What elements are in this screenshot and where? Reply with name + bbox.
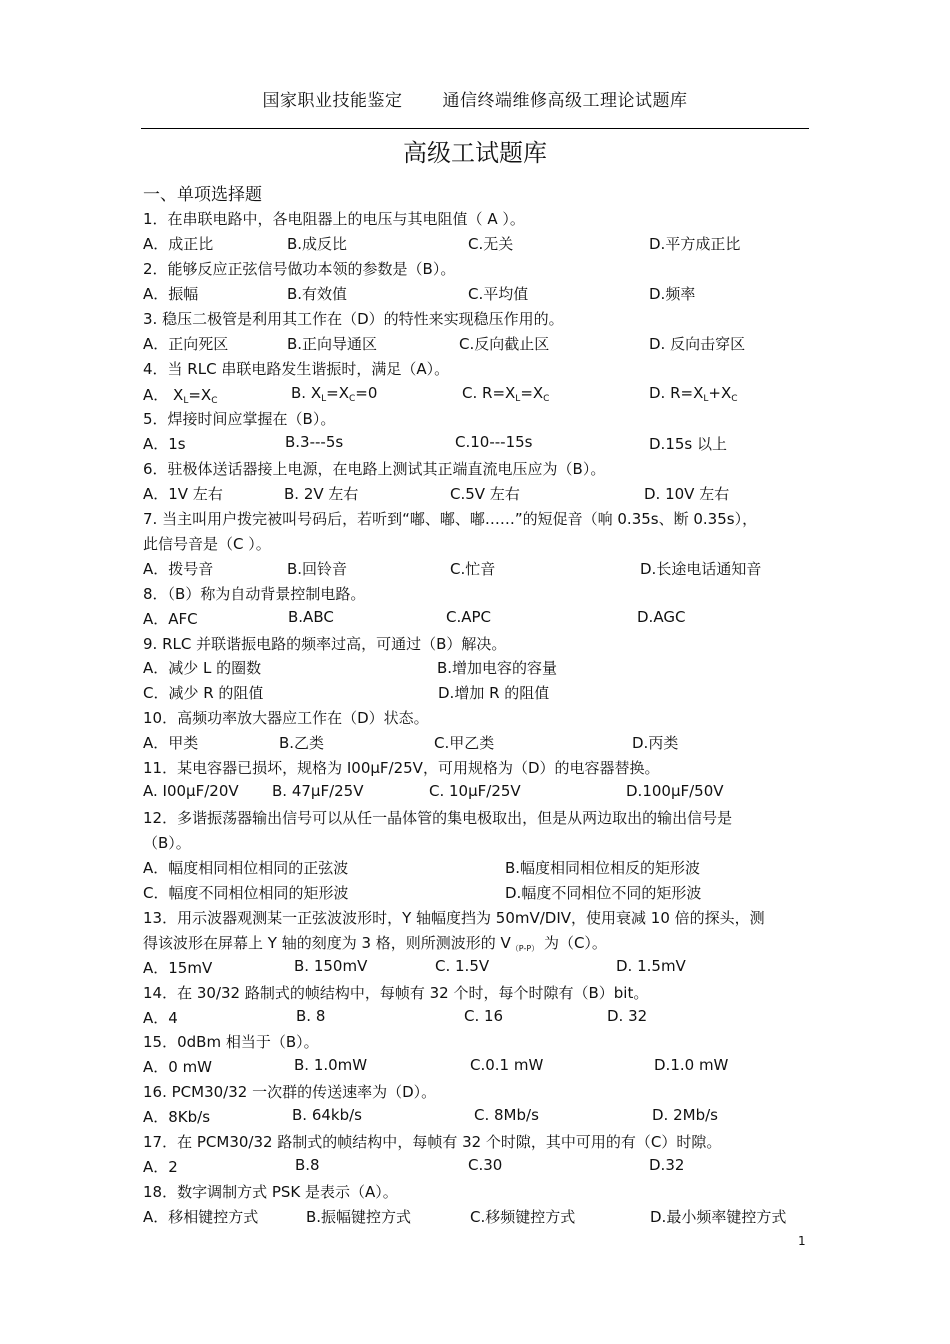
option-16c: C. 8Mb/s <box>474 1106 539 1124</box>
option-9c: C．减少 R 的阻值 <box>143 684 264 702</box>
option-5a: A．1s <box>143 435 186 453</box>
option-17b: B.8 <box>295 1156 320 1174</box>
option-12c: C．幅度不同相位相同的矩形波 <box>143 884 349 902</box>
option-16a: A．8Kb/s <box>143 1108 211 1126</box>
question-11: 11．某电容器已损坏，规格为 I00μF/25V，可用规格为（D）的电容器替换。 <box>143 759 660 777</box>
option-7c: C.忙音 <box>450 560 496 578</box>
option-14c: C. 16 <box>464 1007 504 1025</box>
option-2d: D.频率 <box>649 285 696 303</box>
question-10: 10．高频功率放大器应工作在（D）状态。 <box>143 709 429 727</box>
option-9d: D.增加 R 的阻值 <box>438 684 550 702</box>
section-heading: 一、单项选择题 <box>143 185 262 205</box>
option-4b: B. $X_L=X_C=0$ <box>291 384 378 404</box>
option-8c: C.APC <box>446 608 492 626</box>
option-1c: C.无关 <box>468 235 514 253</box>
question-2: 2．能够反应正弦信号做功本领的参数是（B）。 <box>143 260 456 278</box>
question-18: 18．数字调制方式 PSK 是表示（A）。 <box>143 1183 398 1201</box>
page-header <box>0 86 950 111</box>
option-2c: C.平均值 <box>468 285 529 303</box>
option-16d: D. 2Mb/s <box>652 1106 718 1124</box>
header-left: 国家职业技能鉴定 <box>262 91 403 111</box>
option-13c: C. 1.5V <box>435 957 490 975</box>
page-title: 高级工试题库 <box>403 139 547 167</box>
option-5d: D.15s 以上 <box>649 435 727 453</box>
option-11d: D.100μF/50V <box>626 782 724 800</box>
header-right: 通信终端维修高级工理论试题库 <box>442 91 688 111</box>
question-12: 12．多谐振荡器输出信号可以从任一晶体管的集电极取出，但是从两边取出的输出信号是 <box>143 809 733 827</box>
option-14d: D. 32 <box>607 1007 648 1025</box>
option-8d: D.AGC <box>637 608 686 626</box>
option-12d: D.幅度不同相位不同的矩形波 <box>505 884 702 902</box>
question-8: 8．（B）称为自动背景控制电路。 <box>143 585 366 603</box>
option-16b: B. 64kb/s <box>292 1106 362 1124</box>
option-1d: D.平方成正比 <box>649 235 741 253</box>
option-14a: A．4 <box>143 1009 178 1027</box>
option-15c: C.0.1 mW <box>470 1056 544 1074</box>
option-12a: A．幅度相同相位相同的正弦波 <box>143 859 349 877</box>
option-17a: A．2 <box>143 1158 178 1176</box>
option-18a: A．移相键控方式 <box>143 1208 259 1226</box>
option-8a: A．AFC <box>143 610 198 628</box>
option-9b: B.增加电容的容量 <box>437 659 558 677</box>
question-1: 1．在串联电路中，各电阻器上的电压与其电阻值（ A ）。 <box>143 210 525 228</box>
option-6a: A．1V 左右 <box>143 485 223 503</box>
option-5b: B.3---5s <box>285 433 344 451</box>
option-10d: D.丙类 <box>632 734 679 752</box>
option-7b: B.回铃音 <box>287 560 348 578</box>
question-4: 4．当 RLC 串联电路发生谐振时，满足（A）。 <box>143 360 450 378</box>
option-7d: D.长途电话通知音 <box>640 560 762 578</box>
option-8b: B.ABC <box>288 608 334 626</box>
option-3b: B.正向导通区 <box>287 335 378 353</box>
question-15: 15．0dBm 相当于（B）。 <box>143 1033 319 1051</box>
option-15d: D.1.0 mW <box>654 1056 729 1074</box>
option-3d: D. 反向击穿区 <box>649 335 746 353</box>
option-2b: B.有效值 <box>287 285 348 303</box>
option-10b: B.乙类 <box>279 734 325 752</box>
option-11c: C. 10μF/25V <box>429 782 521 800</box>
option-14b: B. 8 <box>296 1007 326 1025</box>
header-rule <box>141 128 809 129</box>
option-18c: C.移频键控方式 <box>470 1208 576 1226</box>
option-4d: D. $R=X_L+X_C$ <box>649 384 738 404</box>
option-10c: C.甲乙类 <box>434 734 495 752</box>
option-5c: C.10---15s <box>455 433 533 451</box>
question-12-cont: （B）。 <box>143 834 191 852</box>
option-3a: A．正向死区 <box>143 335 229 353</box>
option-7a: A．拨号音 <box>143 560 214 578</box>
option-9a: A．减少 L 的圈数 <box>143 659 262 677</box>
option-13b: B. 150mV <box>294 957 368 975</box>
question-13-cont: 得该波形在屏幕上 Y 轴的刻度为 3 格，则所测波形的 $V_{(P-P)}$ 为（C）。 <box>143 934 607 953</box>
option-4c: C. $R=X_L=X_C$ <box>462 384 550 404</box>
option-6d: D. 10V 左右 <box>644 485 730 503</box>
option-13d: D. 1.5mV <box>616 957 686 975</box>
option-1b: B.成反比 <box>287 235 348 253</box>
option-6c: C.5V 左右 <box>450 485 520 503</box>
question-5: 5．焊接时间应掌握在（B）。 <box>143 410 336 428</box>
question-9: 9. RLC 并联谐振电路的频率过高，可通过（B）解决。 <box>143 635 507 653</box>
question-7: 7. 当主叫用户拨完被叫号码后，若听到“嘟、嘟、嘟……”的短促音（响 0.35s、断 0.35s）， <box>143 510 758 528</box>
option-3c: C.反向截止区 <box>459 335 550 353</box>
question-3: 3. 稳压二极管是利用其工作在（D）的特性来实现稳压作用的。 <box>143 310 564 328</box>
question-6: 6．驻极体送话器接上电源，在电路上测试其正端直流电压应为（B）。 <box>143 460 606 478</box>
option-1a: A．成正比 <box>143 235 214 253</box>
option-18d: D.最小频率键控方式 <box>650 1208 787 1226</box>
option-15b: B. 1.0mW <box>294 1056 368 1074</box>
option-18b: B.振幅键控方式 <box>306 1208 412 1226</box>
option-10a: A．甲类 <box>143 734 199 752</box>
option-2a: A．振幅 <box>143 285 199 303</box>
question-16: 16. PCM30/32 一次群的传送速率为（D）。 <box>143 1083 437 1101</box>
question-7-cont: 此信号音是（C ）。 <box>143 535 271 553</box>
page-number: 1 <box>798 1234 806 1248</box>
option-11b: B. 47μF/25V <box>272 782 364 800</box>
option-13a: A．15mV <box>143 959 213 977</box>
option-6b: B. 2V 左右 <box>284 485 359 503</box>
option-12b: B.幅度相同相位相反的矩形波 <box>505 859 701 877</box>
question-17: 17．在 PCM30/32 路制式的帧结构中，每帧有 32 个时隙，其中可用的有（C）时隙。 <box>143 1133 722 1151</box>
option-17d: D.32 <box>649 1156 685 1174</box>
question-14: 14．在 30/32 路制式的帧结构中，每帧有 32 个时，每个时隙有（B）bit。 <box>143 984 649 1002</box>
option-17c: C.30 <box>468 1156 503 1174</box>
option-11a: A. I00μF/20V <box>143 782 239 800</box>
question-13: 13．用示波器观测某一正弦波波形时，Y 轴幅度挡为 50mV/DIV，使用衰减 10 倍的探头，测 <box>143 909 765 927</box>
option-15a: A．0 mW <box>143 1058 213 1076</box>
option-4a: A． $X_L=X_C$ <box>143 386 218 406</box>
